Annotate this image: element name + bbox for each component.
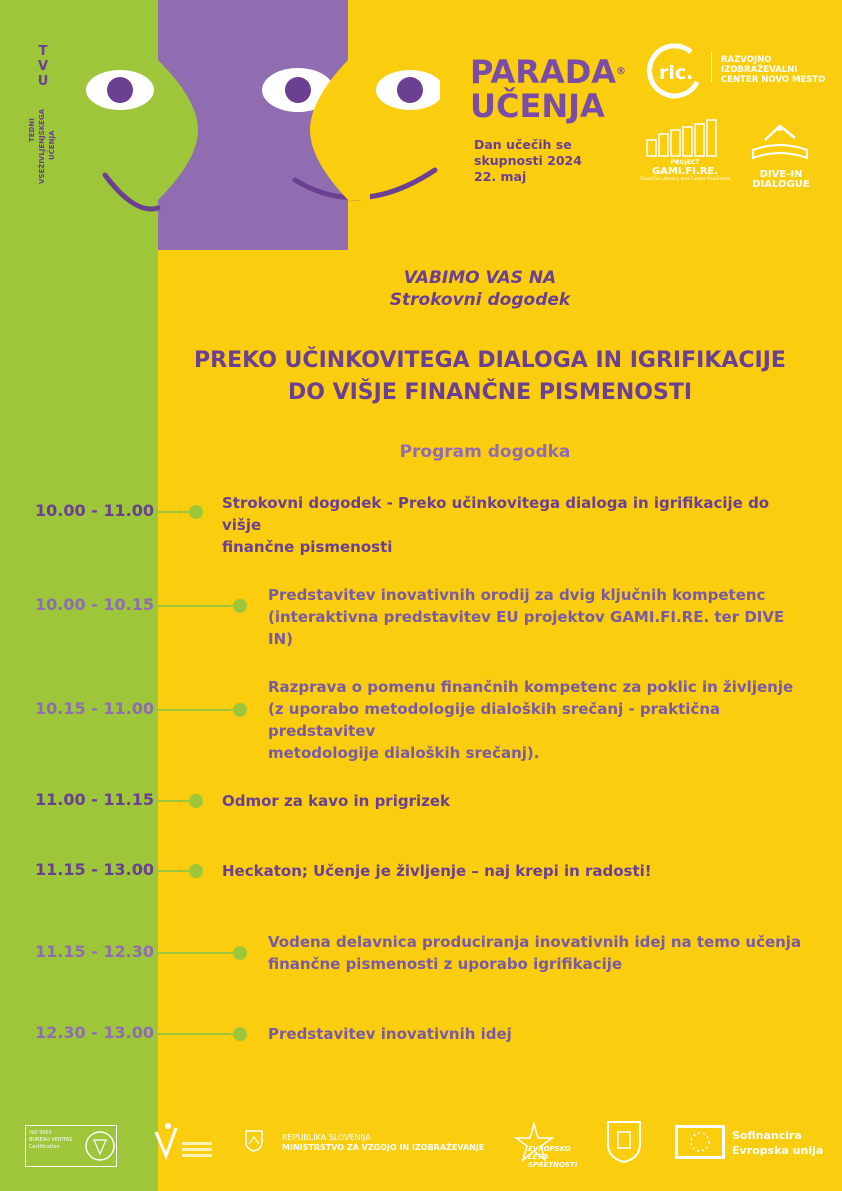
schedule-description-line: Strokovni dogodek - Preko učinkovitega dialoga in igrifikacije do višje [222, 494, 770, 534]
face-illustration-icon [80, 40, 440, 220]
schedule-description-line: (z uporabo metodologije dialoških srečanj - praktična predstavitev [268, 700, 721, 740]
schedule-description-line: Heckaton; Učenje je življenje – naj krepi in radosti! [222, 862, 652, 880]
tvu-letter: U [37, 74, 49, 89]
gamifire-line: GAMI.FI.RE. [651, 166, 719, 177]
schedule-description [268, 931, 810, 975]
ric-name [721, 55, 825, 85]
bv-line: BUREAU VERITAS [29, 1137, 73, 1143]
schedule-description-line: Razprava o pomenu finančnih kompetenc za poklic in življenje [268, 678, 794, 696]
schedule-connector-line [158, 952, 240, 954]
parada-line2: UČENJA [470, 87, 605, 125]
intro-block [380, 267, 580, 311]
schedule-connector-line [158, 605, 240, 607]
eu-flag [675, 1125, 725, 1159]
schedule-dot-icon [233, 703, 247, 717]
eu-stars-icon [675, 1125, 725, 1159]
schedule-connector-line [158, 709, 240, 711]
schedule-description-line: (interaktivna predstavitev EU projektov GAMI.FI.RE. ter DIVE IN) [268, 608, 785, 648]
ministry-logo [282, 1133, 484, 1153]
schedule-description-line: Predstavitev inovativnih idej [268, 1025, 512, 1043]
schedule-time: 11.00 - 11.15 [35, 790, 154, 809]
tvu-line: VSEŽIVLJENJSKEGA [38, 108, 46, 184]
eu-line: Sofinancira [732, 1129, 802, 1142]
registered-mark: ® [616, 66, 627, 77]
schedule-description [268, 1023, 810, 1045]
schedule-description-line: finančne pismenosti [222, 538, 393, 556]
parada-ucenja-logo [470, 55, 626, 123]
bureau-veritas-logo [25, 1125, 117, 1167]
schedule-dot-icon [189, 505, 203, 519]
schedule-description [222, 492, 810, 558]
ric-divider [711, 52, 712, 82]
slovenia-coat-of-arms-icon [245, 1130, 263, 1152]
ministry-line: REPUBLIKA SLOVENIJA [282, 1133, 371, 1142]
intro-line: Strokovni dogodek [389, 290, 571, 310]
bv-line: Certification [29, 1144, 60, 1150]
title-line: DO VIŠJE FINANČNE PISMENOSTI [287, 380, 693, 405]
leto-line: EVROPSKO [528, 1145, 571, 1153]
nose-right-shape-icon [310, 60, 370, 210]
schedule-time: 11.15 - 13.00 [35, 860, 154, 879]
schedule-dot-icon [233, 946, 247, 960]
european-year-of-skills-logo [528, 1145, 577, 1169]
schedule-dot-icon [189, 794, 203, 808]
tvu-logo [34, 44, 52, 89]
ric-line: CENTER NOVO MESTO [721, 75, 826, 85]
gamifire-line: Financial Literacy and Career Readiness [640, 177, 730, 182]
svg-text:ric.: ric. [659, 62, 694, 84]
schedule-description-line: Predstavitev inovativnih orodij za dvig ključnih kompetenc [268, 586, 766, 604]
schedule-description-line: Odmor za kavo in prigrizek [222, 792, 450, 810]
novo-mesto-coat-of-arms-icon [606, 1120, 642, 1164]
schedule-description-line: metodologije dialoških srečanj). [268, 744, 540, 762]
event-date-block [474, 137, 582, 185]
schedule-time: 12.30 - 13.00 [35, 1023, 154, 1042]
schedule-description [222, 860, 810, 882]
leto-line: LETO [528, 1153, 548, 1161]
ric-line: RAZVOJNO [721, 55, 772, 65]
schedule-description-line: finančne pismenosti z uporabo igrifikacije [268, 955, 623, 973]
date-line: 22. maj [474, 169, 527, 184]
dive-in-logo: DIVE-IN DIALOGUE [752, 169, 810, 190]
tvu-subtitle [20, 100, 80, 190]
schedule-time: 10.15 - 11.00 [35, 699, 154, 718]
dive-in-book-icon [745, 120, 815, 165]
bureau-veritas-seal-icon [84, 1128, 116, 1164]
tvu-letter: V [37, 59, 49, 74]
parada-line1: PARADA [470, 53, 617, 91]
schedule-dot-icon [189, 864, 203, 878]
schedule-description [268, 676, 810, 764]
title-line: PREKO UČINKOVITEGA DIALOGA IN IGRIFIKACIJE [194, 348, 786, 373]
gamifire-line: PROJECT [670, 159, 700, 166]
schedule-description [222, 790, 810, 812]
schedule-time: 10.00 - 11.00 [35, 501, 154, 520]
bv-line: ISO 9001 [29, 1130, 52, 1136]
schedule-time: 11.15 - 12.30 [35, 942, 154, 961]
leto-line: SPRETNOSTI [528, 1161, 578, 1169]
tvu-line: TEDNI [28, 118, 36, 142]
schedule-description [268, 584, 810, 650]
schedule-connector-line [158, 1033, 240, 1035]
tvu-line: UČENJA [48, 130, 56, 160]
event-title [160, 345, 820, 409]
schedule-time: 10.00 - 10.15 [35, 595, 154, 614]
gamifire-bars-icon [645, 118, 725, 158]
gamifire-logo [640, 159, 730, 182]
date-line: skupnosti 2024 [474, 153, 582, 168]
nose-left-shape-icon [158, 60, 218, 210]
adult-learning-logo-icon [150, 1120, 220, 1170]
ric-line: IZOBRAŽEVALNI [721, 65, 798, 75]
eu-cofunding-text [732, 1128, 823, 1158]
intro-line: VABIMO VAS NA [403, 268, 557, 288]
date-line: Dan učečih se [474, 137, 572, 152]
schedule-dot-icon [233, 1027, 247, 1041]
schedule-description-line: Vodena delavnica produciranja inovativnih idej na temo učenja [268, 933, 802, 951]
schedule-dot-icon [233, 599, 247, 613]
program-heading: Program dogodka [399, 442, 571, 462]
eu-line: Evropska unija [732, 1144, 824, 1157]
tvu-letter: T [38, 44, 48, 59]
ric-logo-icon [645, 42, 705, 100]
ministry-line: MINISTRSTVO ZA VZGOJO IN IZOBRAŽEVANJE [282, 1143, 485, 1152]
